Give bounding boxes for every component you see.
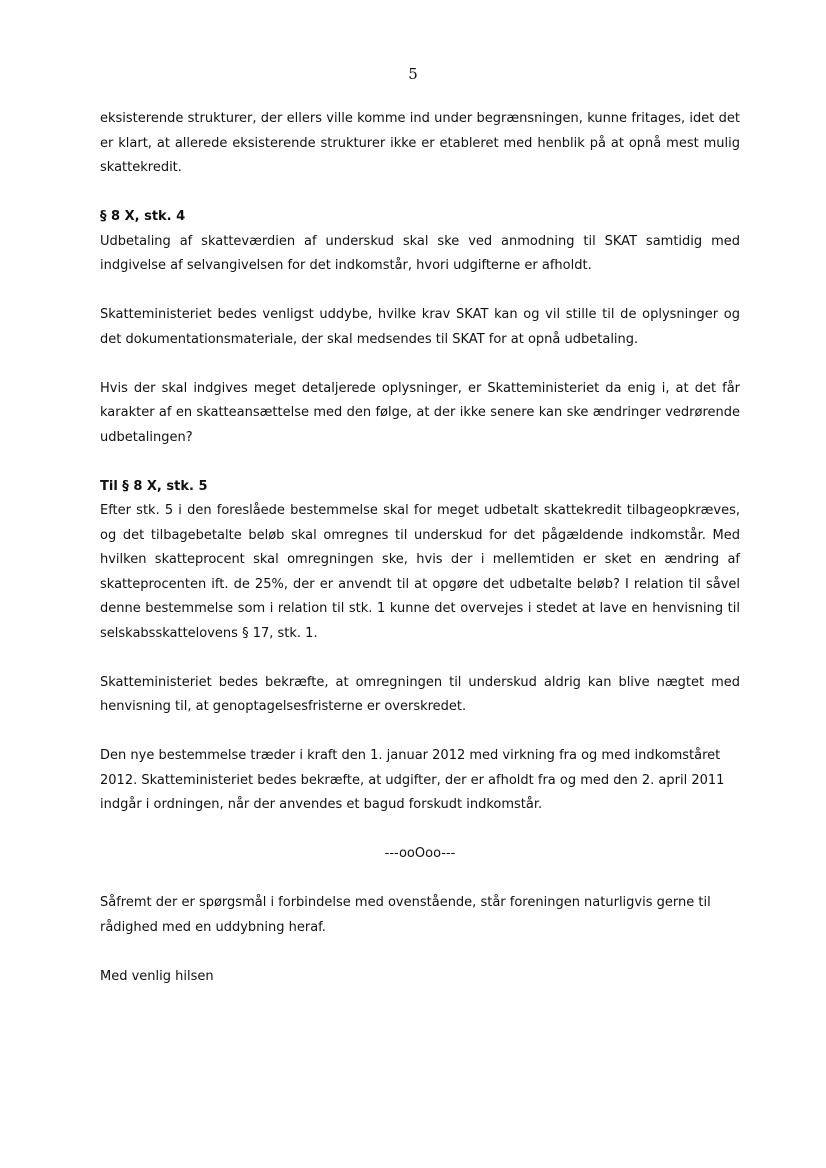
- page-number: 5: [408, 65, 418, 83]
- separator-line: ---ooOoo---: [384, 846, 456, 861]
- paragraph-skatteansaettelse: Hvis der skal indgives meget detaljerede oplysninger, er Skatteministeriet da enig i, at det får karakter af en skatteansættelse med den følge, at der ikke senere kan ske ændringer vedrørende udbetalingen?: [100, 380, 740, 445]
- paragraph-dokumentation: Skatteministeriet bedes venligst uddybe, hvilke krav SKAT kan og vil stille til de oplysninger og det dokumentationsmateriale, der skal medsendes til SKAT for at opnå udbetaling.: [100, 307, 740, 347]
- section-heading-stk5: Til § 8 X, stk. 5: [100, 478, 208, 494]
- section-heading-stk4: § 8 X, stk. 4: [100, 209, 186, 224]
- paragraph-continuation: eksisterende strukturer, der ellers ville komme ind under begrænsningen, kunne fritages, idet det er klart, at allerede eksisterende strukturer ikke er etableret med henblik på at opnå mest mulig skattekredit.: [100, 111, 740, 175]
- paragraph-afslutning: Såfremt der er spørgsmål i forbindelse med ovenstående, står foreningen naturligvis gerne til rådighed med en uddybning heraf.: [100, 895, 711, 935]
- document-body: [100, 107, 740, 1014]
- paragraph-udbetaling: Udbetaling af skatteværdien af underskud skal ske ved anmodning til SKAT samtidig med indgivelse af selvangivelsen for det indkomstår, hvori udgifterne er afholdt.: [100, 233, 740, 273]
- paragraph-omregning: Skatteministeriet bedes bekræfte, at omregningen til underskud aldrig kan blive nægtet med henvisning til, at genoptagelsesfristerne er overskredet.: [100, 674, 740, 714]
- paragraph-ikrafttraeden: Den nye bestemmelse træder i kraft den 1. januar 2012 med virkning fra og med indkomståret 2012. Skatteministeriet bedes bekræfte, at udgifter, der er afholdt fra og med den 2. april 2011 indgår i ordningen, når der anvendes et bagud forskudt indkomstår.: [100, 748, 725, 812]
- paragraph-tilbageopkraevning: Efter stk. 5 i den foreslåede bestemmelse skal for meget udbetalt skattekredit tilbageopkræves, og det tilbagebetalte beløb skal omregnes til underskud for det pågældende indkomstår. Med hvilken skatteprocent skal omregningen ske, hvis der i mellemtiden er sket en ændring af skatteprocenten ift. de 25%, der er anvendt til at opgøre det udbetalte beløb? I relation til såvel denne bestemmelse som i relation til stk. 1 kunne det overvejes i stedet at lave en henvisning til selskabsskattelovens § 17, stk. 1.: [100, 503, 740, 641]
- closing-greeting: Med venlig hilsen: [100, 968, 214, 984]
